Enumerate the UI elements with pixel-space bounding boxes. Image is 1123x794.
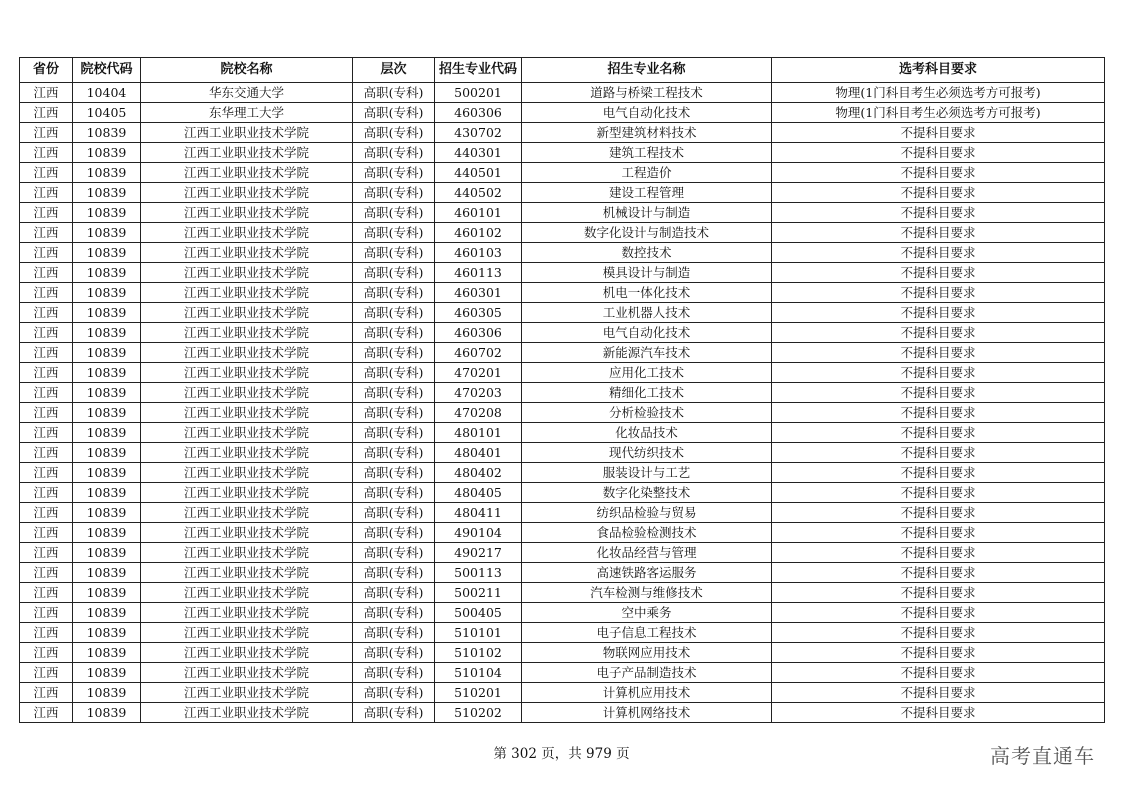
cell-major-name: 数字化染整技术 [522, 483, 772, 503]
cell-major-name: 工程造价 [522, 163, 772, 183]
cell-major-code: 460306 [435, 103, 522, 123]
cell-school-name: 江西工业职业技术学院 [141, 623, 353, 643]
cell-school-code: 10839 [73, 543, 141, 563]
cell-level: 高职(专科) [353, 203, 435, 223]
cell-province: 江西 [20, 443, 73, 463]
cell-major-name: 新能源汽车技术 [522, 343, 772, 363]
cell-major-name: 计算机应用技术 [522, 683, 772, 703]
cell-school-name: 江西工业职业技术学院 [141, 343, 353, 363]
table-row [20, 303, 1105, 323]
cell-school-code: 10839 [73, 603, 141, 623]
cell-subject-requirement: 不提科目要求 [772, 143, 1105, 163]
cell-major-name: 食品检验检测技术 [522, 523, 772, 543]
cell-major-code: 500201 [435, 83, 522, 103]
cell-province: 江西 [20, 703, 73, 723]
table-row [20, 103, 1105, 123]
cell-school-code: 10839 [73, 423, 141, 443]
cell-school-name: 江西工业职业技术学院 [141, 463, 353, 483]
table-row [20, 283, 1105, 303]
cell-level: 高职(专科) [353, 383, 435, 403]
cell-school-name: 江西工业职业技术学院 [141, 143, 353, 163]
cell-major-name: 道路与桥梁工程技术 [522, 83, 772, 103]
cell-major-name: 电气自动化技术 [522, 103, 772, 123]
column-header-school-name: 院校名称 [141, 58, 353, 83]
cell-major-name: 精细化工技术 [522, 383, 772, 403]
cell-subject-requirement: 不提科目要求 [772, 283, 1105, 303]
cell-level: 高职(专科) [353, 283, 435, 303]
cell-major-code: 440501 [435, 163, 522, 183]
table-row [20, 263, 1105, 283]
cell-school-code: 10839 [73, 523, 141, 543]
cell-school-code: 10839 [73, 503, 141, 523]
cell-major-name: 化妆品技术 [522, 423, 772, 443]
cell-subject-requirement: 不提科目要求 [772, 263, 1105, 283]
cell-subject-requirement: 不提科目要求 [772, 223, 1105, 243]
cell-province: 江西 [20, 683, 73, 703]
table-row [20, 363, 1105, 383]
cell-school-code: 10839 [73, 263, 141, 283]
cell-school-code: 10839 [73, 183, 141, 203]
table-row [20, 543, 1105, 563]
table-row [20, 483, 1105, 503]
column-header-major-code: 招生专业代码 [435, 58, 522, 83]
table-row [20, 623, 1105, 643]
cell-major-code: 470208 [435, 403, 522, 423]
cell-subject-requirement: 不提科目要求 [772, 703, 1105, 723]
cell-subject-requirement: 物理(1门科目考生必须选考方可报考) [772, 83, 1105, 103]
cell-subject-requirement: 不提科目要求 [772, 243, 1105, 263]
cell-subject-requirement: 不提科目要求 [772, 343, 1105, 363]
table-row [20, 183, 1105, 203]
table-header [20, 58, 1105, 83]
cell-school-name: 江西工业职业技术学院 [141, 383, 353, 403]
cell-province: 江西 [20, 343, 73, 363]
cell-major-code: 470201 [435, 363, 522, 383]
cell-school-name: 江西工业职业技术学院 [141, 363, 353, 383]
cell-major-name: 化妆品经营与管理 [522, 543, 772, 563]
cell-subject-requirement: 不提科目要求 [772, 163, 1105, 183]
cell-subject-requirement: 不提科目要求 [772, 523, 1105, 543]
table-row [20, 383, 1105, 403]
cell-major-name: 模具设计与制造 [522, 263, 772, 283]
cell-subject-requirement: 不提科目要求 [772, 383, 1105, 403]
cell-level: 高职(专科) [353, 643, 435, 663]
cell-province: 江西 [20, 563, 73, 583]
cell-subject-requirement: 不提科目要求 [772, 183, 1105, 203]
cell-school-code: 10839 [73, 303, 141, 323]
table-row [20, 663, 1105, 683]
table-row [20, 703, 1105, 723]
cell-province: 江西 [20, 643, 73, 663]
cell-school-name: 江西工业职业技术学院 [141, 183, 353, 203]
cell-major-code: 430702 [435, 123, 522, 143]
cell-level: 高职(专科) [353, 483, 435, 503]
cell-level: 高职(专科) [353, 123, 435, 143]
table-row [20, 403, 1105, 423]
cell-level: 高职(专科) [353, 463, 435, 483]
cell-school-name: 东华理工大学 [141, 103, 353, 123]
table-row [20, 223, 1105, 243]
cell-major-name: 分析检验技术 [522, 403, 772, 423]
cell-major-name: 应用化工技术 [522, 363, 772, 383]
cell-major-name: 电气自动化技术 [522, 323, 772, 343]
cell-major-code: 460306 [435, 323, 522, 343]
cell-major-code: 460102 [435, 223, 522, 243]
cell-subject-requirement: 不提科目要求 [772, 123, 1105, 143]
cell-major-code: 460103 [435, 243, 522, 263]
page-number: 第 302 页，共 979 页 [493, 746, 630, 762]
cell-school-code: 10839 [73, 583, 141, 603]
cell-school-code: 10839 [73, 243, 141, 263]
cell-school-code: 10839 [73, 623, 141, 643]
cell-province: 江西 [20, 523, 73, 543]
table-row [20, 563, 1105, 583]
cell-province: 江西 [20, 243, 73, 263]
cell-school-code: 10839 [73, 223, 141, 243]
cell-school-code: 10839 [73, 563, 141, 583]
cell-province: 江西 [20, 603, 73, 623]
cell-major-code: 480405 [435, 483, 522, 503]
cell-level: 高职(专科) [353, 183, 435, 203]
cell-major-name: 计算机网络技术 [522, 703, 772, 723]
cell-level: 高职(专科) [353, 623, 435, 643]
cell-major-code: 510201 [435, 683, 522, 703]
cell-province: 江西 [20, 583, 73, 603]
cell-level: 高职(专科) [353, 323, 435, 343]
cell-school-name: 江西工业职业技术学院 [141, 603, 353, 623]
cell-major-code: 510202 [435, 703, 522, 723]
cell-school-code: 10839 [73, 343, 141, 363]
cell-major-code: 440301 [435, 143, 522, 163]
cell-school-code: 10839 [73, 663, 141, 683]
cell-major-name: 工业机器人技术 [522, 303, 772, 323]
table-row [20, 583, 1105, 603]
cell-school-name: 江西工业职业技术学院 [141, 643, 353, 663]
cell-school-name: 江西工业职业技术学院 [141, 523, 353, 543]
cell-school-name: 江西工业职业技术学院 [141, 683, 353, 703]
cell-level: 高职(专科) [353, 423, 435, 443]
cell-major-name: 数控技术 [522, 243, 772, 263]
cell-school-name: 江西工业职业技术学院 [141, 443, 353, 463]
cell-subject-requirement: 不提科目要求 [772, 483, 1105, 503]
cell-school-code: 10839 [73, 643, 141, 663]
column-header-school-code: 院校代码 [73, 58, 141, 83]
cell-major-name: 电子产品制造技术 [522, 663, 772, 683]
cell-school-code: 10839 [73, 403, 141, 423]
cell-major-code: 510104 [435, 663, 522, 683]
cell-province: 江西 [20, 143, 73, 163]
cell-school-name: 江西工业职业技术学院 [141, 423, 353, 443]
cell-subject-requirement: 不提科目要求 [772, 563, 1105, 583]
cell-school-code: 10405 [73, 103, 141, 123]
cell-school-name: 江西工业职业技术学院 [141, 283, 353, 303]
cell-school-code: 10839 [73, 363, 141, 383]
cell-level: 高职(专科) [353, 603, 435, 623]
cell-major-code: 480401 [435, 443, 522, 463]
cell-school-code: 10839 [73, 683, 141, 703]
cell-school-code: 10839 [73, 143, 141, 163]
column-header-major-name: 招生专业名称 [522, 58, 772, 83]
table-row [20, 83, 1105, 103]
cell-major-name: 汽车检测与维修技术 [522, 583, 772, 603]
cell-major-code: 460305 [435, 303, 522, 323]
cell-level: 高职(专科) [353, 363, 435, 383]
cell-level: 高职(专科) [353, 503, 435, 523]
table-row [20, 123, 1105, 143]
cell-school-name: 江西工业职业技术学院 [141, 263, 353, 283]
cell-province: 江西 [20, 403, 73, 423]
cell-major-code: 480411 [435, 503, 522, 523]
cell-subject-requirement: 不提科目要求 [772, 583, 1105, 603]
cell-major-code: 500211 [435, 583, 522, 603]
cell-subject-requirement: 不提科目要求 [772, 303, 1105, 323]
cell-subject-requirement: 物理(1门科目考生必须选考方可报考) [772, 103, 1105, 123]
cell-major-code: 470203 [435, 383, 522, 403]
table-row [20, 603, 1105, 623]
cell-school-code: 10839 [73, 443, 141, 463]
cell-school-name: 江西工业职业技术学院 [141, 563, 353, 583]
cell-school-code: 10839 [73, 323, 141, 343]
cell-major-name: 空中乘务 [522, 603, 772, 623]
cell-major-name: 高速铁路客运服务 [522, 563, 772, 583]
cell-major-code: 480402 [435, 463, 522, 483]
table-row [20, 523, 1105, 543]
cell-major-name: 现代纺织技术 [522, 443, 772, 463]
cell-major-name: 数字化设计与制造技术 [522, 223, 772, 243]
cell-subject-requirement: 不提科目要求 [772, 503, 1105, 523]
cell-school-code: 10839 [73, 483, 141, 503]
cell-province: 江西 [20, 223, 73, 243]
cell-level: 高职(专科) [353, 543, 435, 563]
cell-level: 高职(专科) [353, 563, 435, 583]
cell-province: 江西 [20, 163, 73, 183]
cell-major-code: 480101 [435, 423, 522, 443]
cell-school-name: 江西工业职业技术学院 [141, 203, 353, 223]
cell-level: 高职(专科) [353, 683, 435, 703]
column-header-subject-requirement: 选考科目要求 [772, 58, 1105, 83]
cell-school-name: 江西工业职业技术学院 [141, 543, 353, 563]
cell-school-code: 10839 [73, 163, 141, 183]
table-row [20, 443, 1105, 463]
cell-school-name: 江西工业职业技术学院 [141, 123, 353, 143]
cell-subject-requirement: 不提科目要求 [772, 623, 1105, 643]
cell-province: 江西 [20, 483, 73, 503]
cell-subject-requirement: 不提科目要求 [772, 543, 1105, 563]
cell-school-name: 江西工业职业技术学院 [141, 503, 353, 523]
cell-subject-requirement: 不提科目要求 [772, 203, 1105, 223]
cell-province: 江西 [20, 623, 73, 643]
cell-major-code: 460101 [435, 203, 522, 223]
cell-level: 高职(专科) [353, 403, 435, 423]
cell-school-name: 江西工业职业技术学院 [141, 223, 353, 243]
cell-province: 江西 [20, 423, 73, 443]
table-row [20, 643, 1105, 663]
cell-subject-requirement: 不提科目要求 [772, 403, 1105, 423]
cell-province: 江西 [20, 323, 73, 343]
cell-major-name: 电子信息工程技术 [522, 623, 772, 643]
cell-major-code: 510102 [435, 643, 522, 663]
cell-subject-requirement: 不提科目要求 [772, 323, 1105, 343]
cell-province: 江西 [20, 283, 73, 303]
cell-level: 高职(专科) [353, 103, 435, 123]
column-header-level: 层次 [353, 58, 435, 83]
cell-major-code: 440502 [435, 183, 522, 203]
table-row [20, 143, 1105, 163]
cell-major-code: 460301 [435, 283, 522, 303]
cell-level: 高职(专科) [353, 343, 435, 363]
cell-level: 高职(专科) [353, 223, 435, 243]
cell-school-name: 江西工业职业技术学院 [141, 583, 353, 603]
cell-province: 江西 [20, 383, 73, 403]
cell-major-name: 机电一体化技术 [522, 283, 772, 303]
cell-major-code: 500113 [435, 563, 522, 583]
table-row [20, 683, 1105, 703]
watermark-logo: 高考直通车 [990, 744, 1095, 768]
cell-school-name: 华东交通大学 [141, 83, 353, 103]
cell-subject-requirement: 不提科目要求 [772, 643, 1105, 663]
cell-subject-requirement: 不提科目要求 [772, 443, 1105, 463]
cell-level: 高职(专科) [353, 143, 435, 163]
cell-major-name: 服装设计与工艺 [522, 463, 772, 483]
table-row [20, 323, 1105, 343]
cell-major-name: 建筑工程技术 [522, 143, 772, 163]
cell-subject-requirement: 不提科目要求 [772, 463, 1105, 483]
table-row [20, 423, 1105, 443]
cell-major-code: 490104 [435, 523, 522, 543]
cell-province: 江西 [20, 203, 73, 223]
cell-province: 江西 [20, 363, 73, 383]
cell-major-code: 510101 [435, 623, 522, 643]
cell-school-name: 江西工业职业技术学院 [141, 163, 353, 183]
cell-level: 高职(专科) [353, 663, 435, 683]
cell-school-name: 江西工业职业技术学院 [141, 243, 353, 263]
cell-level: 高职(专科) [353, 583, 435, 603]
column-header-province: 省份 [20, 58, 73, 83]
cell-province: 江西 [20, 663, 73, 683]
cell-province: 江西 [20, 183, 73, 203]
cell-province: 江西 [20, 463, 73, 483]
header-row [20, 58, 1105, 83]
cell-major-name: 新型建筑材料技术 [522, 123, 772, 143]
cell-province: 江西 [20, 263, 73, 283]
cell-school-code: 10839 [73, 203, 141, 223]
table-row [20, 203, 1105, 223]
cell-school-code: 10839 [73, 283, 141, 303]
cell-province: 江西 [20, 503, 73, 523]
cell-province: 江西 [20, 123, 73, 143]
cell-level: 高职(专科) [353, 443, 435, 463]
cell-major-code: 500405 [435, 603, 522, 623]
table-row [20, 503, 1105, 523]
table-body [20, 83, 1105, 723]
cell-subject-requirement: 不提科目要求 [772, 363, 1105, 383]
table-row [20, 243, 1105, 263]
cell-school-name: 江西工业职业技术学院 [141, 403, 353, 423]
cell-subject-requirement: 不提科目要求 [772, 683, 1105, 703]
cell-major-name: 建设工程管理 [522, 183, 772, 203]
cell-major-name: 物联网应用技术 [522, 643, 772, 663]
cell-province: 江西 [20, 83, 73, 103]
cell-major-name: 纺织品检验与贸易 [522, 503, 772, 523]
cell-subject-requirement: 不提科目要求 [772, 603, 1105, 623]
cell-level: 高职(专科) [353, 163, 435, 183]
cell-level: 高职(专科) [353, 243, 435, 263]
table-row [20, 163, 1105, 183]
cell-school-code: 10404 [73, 83, 141, 103]
cell-level: 高职(专科) [353, 523, 435, 543]
cell-level: 高职(专科) [353, 263, 435, 283]
cell-school-code: 10839 [73, 383, 141, 403]
cell-school-code: 10839 [73, 703, 141, 723]
cell-major-code: 460113 [435, 263, 522, 283]
enrollment-table [19, 57, 1105, 723]
cell-level: 高职(专科) [353, 703, 435, 723]
cell-subject-requirement: 不提科目要求 [772, 663, 1105, 683]
cell-school-code: 10839 [73, 463, 141, 483]
cell-school-code: 10839 [73, 123, 141, 143]
cell-school-name: 江西工业职业技术学院 [141, 663, 353, 683]
cell-school-name: 江西工业职业技术学院 [141, 323, 353, 343]
table-row [20, 343, 1105, 363]
cell-school-name: 江西工业职业技术学院 [141, 303, 353, 323]
cell-level: 高职(专科) [353, 83, 435, 103]
cell-level: 高职(专科) [353, 303, 435, 323]
cell-major-code: 460702 [435, 343, 522, 363]
cell-province: 江西 [20, 303, 73, 323]
cell-subject-requirement: 不提科目要求 [772, 423, 1105, 443]
cell-major-name: 机械设计与制造 [522, 203, 772, 223]
cell-major-code: 490217 [435, 543, 522, 563]
cell-province: 江西 [20, 103, 73, 123]
cell-school-name: 江西工业职业技术学院 [141, 703, 353, 723]
table-row [20, 463, 1105, 483]
cell-province: 江西 [20, 543, 73, 563]
cell-school-name: 江西工业职业技术学院 [141, 483, 353, 503]
